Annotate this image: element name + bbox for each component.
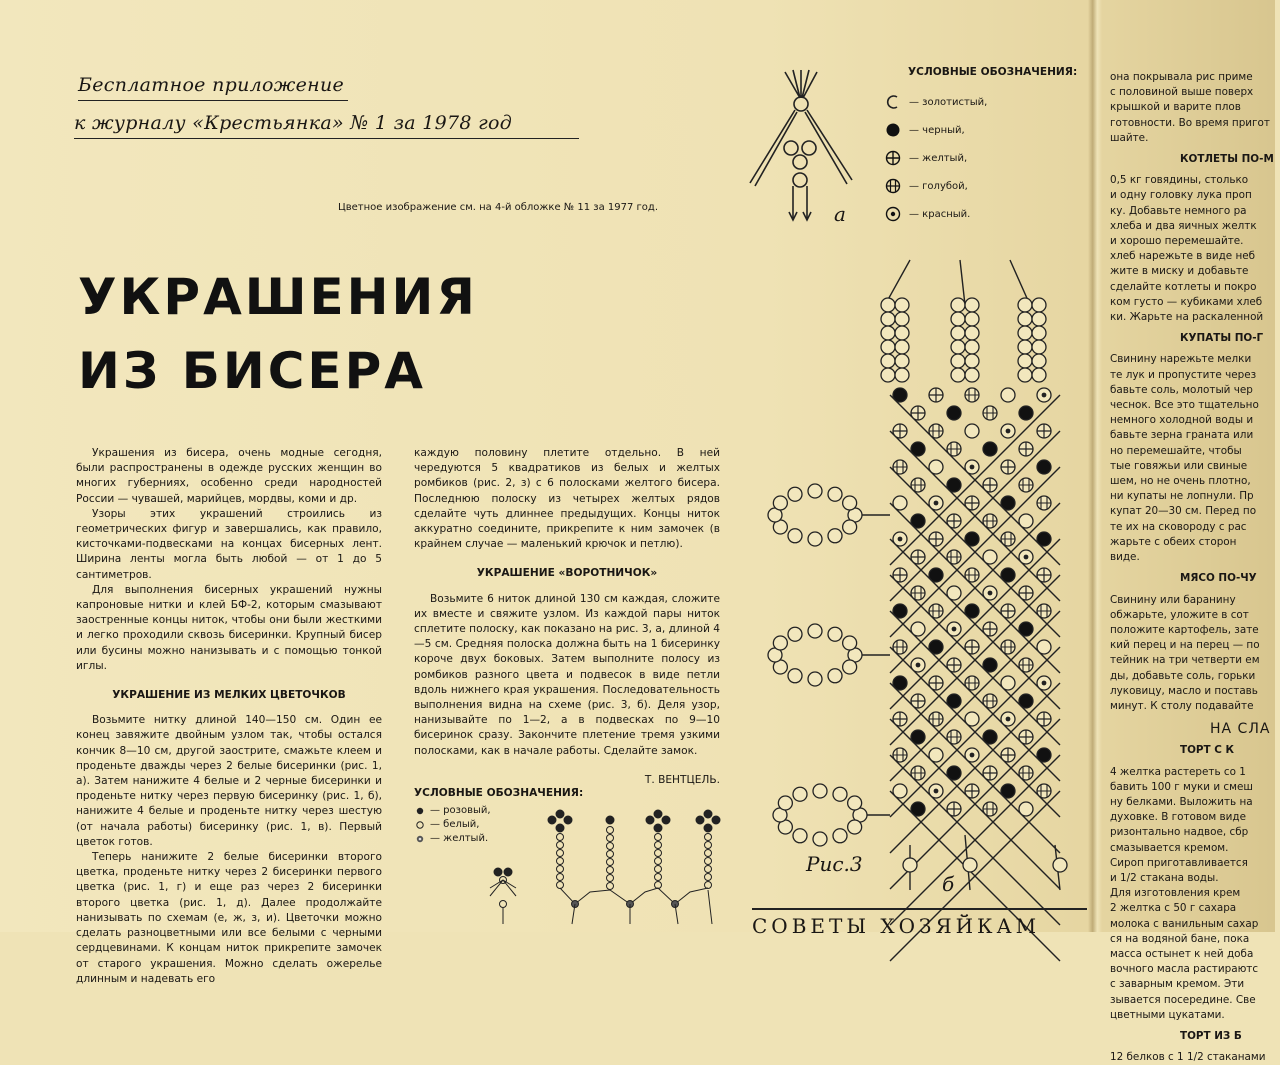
- bead: [1001, 712, 1015, 726]
- bead: [893, 676, 907, 690]
- recipe-text-line: виде.: [1110, 551, 1140, 564]
- bead: [911, 766, 925, 780]
- bead: [895, 298, 909, 312]
- legend-label: — красный.: [909, 208, 971, 220]
- bead: [893, 748, 907, 762]
- bead: [828, 669, 842, 683]
- paragraph: Узоры этих украшений строились из геометрических фигур и завершались, как правило, кисточками-подвесками на концах бисерных лент. Ширина ленты могла быть любой — от 1 до 5 сантиметров.: [76, 507, 382, 581]
- bead: [848, 820, 862, 834]
- bead: [929, 424, 943, 438]
- bead: [947, 550, 961, 564]
- bead: [1037, 388, 1051, 402]
- bead: [1032, 354, 1046, 368]
- bead: [983, 514, 997, 528]
- color-note: Цветное изображение см. на 4-й обложке № 11 за 1977 год.: [338, 202, 658, 213]
- bead: [808, 672, 822, 686]
- bead: [788, 627, 802, 641]
- bead: [1018, 298, 1032, 312]
- title-line-2: ИЗ БИСЕРА: [78, 342, 426, 400]
- recipe-text-line: хлеб нарежьте в виде неб: [1110, 250, 1256, 263]
- bead: [1001, 640, 1015, 654]
- bead: [983, 442, 997, 456]
- bead: [983, 550, 997, 564]
- bead: [808, 624, 822, 638]
- gold-bead-icon: [883, 93, 903, 111]
- bead: [1019, 622, 1033, 636]
- recipe-text-line: сделайте котлеты и покро: [1110, 280, 1257, 293]
- bead: [965, 326, 979, 340]
- bead: [911, 478, 925, 492]
- recipe-text-line: кий перец и на перец — по: [1110, 639, 1260, 652]
- figure-label-b: б: [942, 872, 955, 896]
- recipe-text-line: 2 желтка с 50 г сахара: [1110, 902, 1237, 915]
- legend-large: [883, 66, 1077, 228]
- bead: [947, 730, 961, 744]
- bead: [893, 568, 907, 582]
- section-heading: УКРАШЕНИЕ «ВОРОТНИЧОК»: [476, 567, 658, 580]
- recipe-heading: МЯСО ПО-ЧУ: [1180, 572, 1257, 585]
- bead: [1037, 712, 1051, 726]
- legend-item: [883, 116, 1077, 144]
- recipe-text-line: 4 желтка растереть со 1: [1110, 765, 1246, 778]
- bead: [965, 340, 979, 354]
- bead: [947, 586, 961, 600]
- recipe-text-line: шайте.: [1110, 131, 1149, 144]
- recipe-text-line: она покрывала рис приме: [1110, 71, 1253, 83]
- article-column-b: [414, 446, 720, 788]
- recipe-text-line: Свинину нарежьте мелки: [1110, 353, 1252, 366]
- recipe-text-line: ни купаты не лопнули. Пр: [1110, 490, 1254, 503]
- bead: [951, 354, 965, 368]
- bead: [929, 748, 943, 762]
- author-signature: Т. ВЕНТЦЕЛЬ.: [644, 773, 720, 786]
- paragraph: Для выполнения бисерных украшений нужны капроновые нитки и клей БФ-2, которым смазывают заостренные концы ниток, чтобы они были жесткими и легко проходили сквозь бисеринки. Крупный бисер или бусины можно нанизывать и с помощью тонкой иглы.: [76, 583, 382, 672]
- bead: [965, 388, 979, 402]
- bead: [1037, 568, 1051, 582]
- recipe-text-line: духовке. В готовом виде: [1110, 811, 1246, 824]
- bead: [788, 669, 802, 683]
- bead: [947, 514, 961, 528]
- bead: [911, 694, 925, 708]
- recipe-text-line: цветными цукатами.: [1110, 1008, 1225, 1021]
- legend-label: — розовый,: [430, 805, 491, 816]
- bead: [965, 604, 979, 618]
- white-bead-icon: [414, 820, 426, 830]
- recipe-text-line: ся на водяной бане, пока: [1110, 932, 1250, 945]
- bead: [983, 406, 997, 420]
- bead: [911, 442, 925, 456]
- bead: [965, 640, 979, 654]
- bead: [929, 640, 943, 654]
- recipe-text-line: минут. К столу подавайте: [1110, 699, 1254, 712]
- recipe-text-line: и 1/2 стакана воды.: [1110, 871, 1219, 884]
- recipe-text-line: чеснок. Все это тщательно: [1110, 399, 1259, 412]
- bead: [881, 354, 895, 368]
- recipes-column: [1110, 70, 1280, 1065]
- bead: [808, 532, 822, 546]
- bead: [951, 368, 965, 382]
- red-bead-icon: [883, 205, 903, 223]
- recipe-text-line: ризонтально надвое, сбр: [1110, 826, 1249, 839]
- bead: [951, 312, 965, 326]
- yellow-bead-icon: [414, 834, 426, 844]
- bead: [893, 424, 907, 438]
- bead: [965, 532, 979, 546]
- bead: [1001, 604, 1015, 618]
- recipe-text-line: Сироп приготавливается: [1110, 856, 1248, 869]
- bead: [893, 496, 907, 510]
- recipe-heading: ТОРТ ИЗ Б: [1180, 1029, 1242, 1042]
- paragraph: Возьмите 6 ниток длиной 130 см каждая, сложите их вместе и свяжите узлом. Из каждой пары ниток сплетите полоску, как показано на рис. 3, а, длиной 4—5 см. Средняя полоска должна быть на 1 бисеринку короче двух боковых. Затем выполните полосу из ромбиков разного цвета и подвесок в виде петли вдоль нижнего края украшения. Последовательность выполнения видна на схеме (рис. 3, б). Деля узор, нанизывайте по 1—2, а в подвесках по 9—10 бисеринок сразу. Закончите плетение тремя узкими полосками, как в начале работы. Сделайте замок.: [414, 592, 720, 757]
- bead: [1037, 640, 1051, 654]
- recipe-text-line: 12 белков с 1 1/2 стаканами: [1110, 1051, 1266, 1064]
- bead: [1032, 340, 1046, 354]
- legend-label: — желтый,: [909, 152, 968, 164]
- recipe-text-line: 0,5 кг говядины, столько: [1110, 174, 1249, 187]
- bead: [911, 514, 925, 528]
- bead: [1001, 784, 1015, 798]
- bead: [813, 832, 827, 846]
- legend-heading: УСЛОВНЫЕ ОБОЗНАЧЕНИЯ:: [908, 66, 1078, 78]
- bead: [983, 766, 997, 780]
- bead: [843, 496, 857, 510]
- bead: [911, 658, 925, 672]
- bead: [1037, 604, 1051, 618]
- recipe-text-line: молока с ванильным сахар: [1110, 917, 1259, 930]
- paragraph: каждую половину плетите отдельно. В ней чередуются 5 квадратиков из белых и желтых ромбиков (рис. 2, з) с 6 полосками желтого бисера. Последнюю полоску из четырех желтых рядов сделайте чуть длиннее предыдущих. Концы ниток аккуратно соедините, прикрепите к ним замочек (в крайнем случае — маленький крючок и петлю).: [414, 447, 720, 551]
- bead: [911, 586, 925, 600]
- yellow-bead-icon: [883, 149, 903, 167]
- recipe-text-line: смазывается кремом.: [1110, 841, 1229, 854]
- bead: [1032, 326, 1046, 340]
- recipe-text-block: [1110, 70, 1280, 146]
- figure-caption: Рис.3: [806, 852, 863, 876]
- bead: [983, 730, 997, 744]
- legend-label: — черный,: [909, 124, 965, 136]
- bead: [1032, 368, 1046, 382]
- bead: [1001, 388, 1015, 402]
- bead: [911, 406, 925, 420]
- bead: [983, 478, 997, 492]
- bead: [965, 424, 979, 438]
- legend-label: — желтый.: [430, 833, 489, 844]
- recipe-text-line: ну белками. Выложить на: [1110, 795, 1253, 808]
- bead: [965, 496, 979, 510]
- bead: [893, 388, 907, 402]
- bead: [893, 784, 907, 798]
- recipe-text-line: Для изготовления крем: [1110, 887, 1241, 900]
- recipe-text-line: и одну головку лука проп: [1110, 189, 1252, 202]
- bead: [963, 858, 977, 872]
- bead: [951, 326, 965, 340]
- recipe-text-line: бавьте соль, молотый чер: [1110, 383, 1253, 396]
- recipe-text-line: тейник на три четверти ем: [1110, 654, 1260, 667]
- bead: [808, 484, 822, 498]
- bead: [1037, 496, 1051, 510]
- legend-heading: УСЛОВНЫЕ ОБОЗНАЧЕНИЯ:: [414, 787, 584, 799]
- bead: [911, 730, 925, 744]
- bead: [793, 829, 807, 843]
- pink-bead-icon: [414, 806, 426, 816]
- bead: [893, 712, 907, 726]
- paragraph: Украшения из бисера, очень модные сегодня, были распространены в одежде русских женщин во многих губерниях, особенно среди народностей России — чувашей, марийцев, мордвы, коми и др.: [76, 447, 382, 505]
- legend-item: [883, 88, 1077, 116]
- recipe-text-line: масса остынет к ней доба: [1110, 947, 1254, 960]
- bead: [773, 636, 787, 650]
- bead: [947, 766, 961, 780]
- recipe-text-line: ды, добавьте соль, горьки: [1110, 669, 1256, 682]
- bead: [1001, 496, 1015, 510]
- bead: [929, 712, 943, 726]
- recipe-text-line: ком густо — кубиками хлеб: [1110, 295, 1263, 308]
- recipe-text-block: [1110, 1050, 1280, 1065]
- title-line-1: УКРАШЕНИЯ: [78, 268, 478, 326]
- bead: [788, 529, 802, 543]
- bead: [965, 460, 979, 474]
- recipe-text-line: готовности. Во время пригот: [1110, 116, 1270, 129]
- recipe-text-line: крышкой и варите плов: [1110, 101, 1241, 114]
- recipe-text-line: с половиной выше поверх: [1110, 86, 1254, 99]
- legend-item: [883, 144, 1077, 172]
- recipe-text-line: бавьте зерна граната или: [1110, 429, 1254, 442]
- bead: [965, 298, 979, 312]
- bead: [965, 568, 979, 582]
- bead: [833, 829, 847, 843]
- bead: [1018, 326, 1032, 340]
- bead: [1001, 568, 1015, 582]
- bead: [1001, 424, 1015, 438]
- figure-3b-diagram: [760, 255, 1090, 900]
- bead: [911, 550, 925, 564]
- bead: [929, 388, 943, 402]
- bead: [828, 529, 842, 543]
- bead: [895, 340, 909, 354]
- bead: [1018, 368, 1032, 382]
- bead: [893, 604, 907, 618]
- paragraph: Возьмите нитку длиной 140—150 см. Один ее конец завяжите двойным узлом так, чтобы остался кончик 8—10 см, другой заострите, смажьте клеем и проденьте дважды через 2 белые бисеринки (рис. 1, а). Затем нанижите 4 белые и 2 черные бисеринки и проденьте нитку через первую бисеринку (рис. 1, б), нанижите 4 белые и проденьте нитку через шестую (от начала работы) бисеринку (рис. 1, в). Первый цветок готов.: [76, 714, 382, 848]
- footer-heading: СОВЕТЫ ХОЗЯЙКАМ: [752, 908, 1087, 938]
- black-bead-icon: [883, 121, 903, 139]
- figure-label-a: а: [834, 202, 846, 226]
- bead: [947, 658, 961, 672]
- bead: [893, 532, 907, 546]
- bead: [983, 694, 997, 708]
- bead: [1019, 802, 1033, 816]
- bead: [1019, 694, 1033, 708]
- bead: [1037, 424, 1051, 438]
- bead: [1037, 784, 1051, 798]
- recipe-text-line: жите в миску и добавьте: [1110, 265, 1249, 278]
- bead: [947, 406, 961, 420]
- bead: [965, 712, 979, 726]
- bead: [1018, 312, 1032, 326]
- bead: [1037, 460, 1051, 474]
- recipe-heading: ТОРТ С К: [1180, 744, 1234, 757]
- bead: [788, 487, 802, 501]
- bead: [1019, 478, 1033, 492]
- bead: [895, 354, 909, 368]
- recipe-text-line: немного холодной воды и: [1110, 414, 1254, 427]
- bead: [911, 622, 925, 636]
- bead: [1001, 748, 1015, 762]
- recipe-text-line: те их на сковороду с рас: [1110, 520, 1247, 533]
- bead: [1018, 340, 1032, 354]
- supplement-line-2: к журналу «Крестьянка» № 1 за 1978 год: [74, 112, 579, 139]
- bead: [1037, 676, 1051, 690]
- bead: [903, 858, 917, 872]
- bead: [1037, 748, 1051, 762]
- bead: [833, 787, 847, 801]
- bead: [828, 627, 842, 641]
- bead: [911, 802, 925, 816]
- bead: [947, 694, 961, 708]
- bead: [1018, 354, 1032, 368]
- recipe-text-block: [1110, 765, 1280, 1023]
- bead: [965, 784, 979, 798]
- bead: [983, 586, 997, 600]
- recipe-text-block: [1110, 173, 1280, 325]
- bead: [929, 460, 943, 474]
- bead: [1019, 586, 1033, 600]
- bead: [947, 478, 961, 492]
- bead: [947, 442, 961, 456]
- bead: [929, 784, 943, 798]
- bead: [881, 326, 895, 340]
- paragraph: Теперь нанижите 2 белые бисеринки второго цветка, проденьте нитку через 2 бисеринки первого цветка (рис. 1, г) и еще раз через 2 бисеринки второго цветка (рис. 1, д). Далее продолжайте нанизывать по схемам (е, ж, з, и). Цветочки можно сделать разноцветными или все белыми с черными сердцевинами. К концам ниток прикрепите замочек от старого украшения. Можно сделать ожерелье длинным и надевать его: [76, 851, 382, 985]
- bead: [983, 622, 997, 636]
- bead: [1019, 658, 1033, 672]
- bead: [947, 622, 961, 636]
- bead: [929, 496, 943, 510]
- bead: [1001, 676, 1015, 690]
- bead: [778, 796, 792, 810]
- bead: [951, 340, 965, 354]
- bead-scheme-small: [480, 800, 750, 932]
- bead: [813, 784, 827, 798]
- legend-label: — белый,: [430, 819, 480, 830]
- recipe-text-line: луковицу, масло и поставь: [1110, 684, 1258, 697]
- bead: [965, 748, 979, 762]
- recipe-text-line: зывается посередине. Све: [1110, 993, 1256, 1006]
- bead: [1032, 312, 1046, 326]
- bead: [793, 787, 807, 801]
- article-column-a: [76, 446, 382, 987]
- bead: [881, 312, 895, 326]
- bead: [881, 298, 895, 312]
- recipe-text-line: ки. Жарьте на раскаленной: [1110, 311, 1264, 324]
- section-heading: НА СЛА: [1210, 721, 1271, 738]
- recipe-text-line: Свинину или баранину: [1110, 593, 1236, 606]
- bead: [1019, 730, 1033, 744]
- bead: [828, 487, 842, 501]
- bead: [929, 676, 943, 690]
- recipe-text-line: положите картофель, зате: [1110, 623, 1259, 636]
- recipe-text-line: жарьте с обеих сторон: [1110, 535, 1237, 548]
- bead: [843, 520, 857, 534]
- bead: [983, 658, 997, 672]
- recipe-text-line: с заварным кремом. Эти: [1110, 978, 1245, 991]
- bead: [1037, 532, 1051, 546]
- bead: [947, 802, 961, 816]
- bead: [881, 368, 895, 382]
- bead: [965, 312, 979, 326]
- bead: [1019, 550, 1033, 564]
- recipe-text-line: купат 20—30 см. Перед по: [1110, 505, 1257, 518]
- recipe-text-line: и хорошо перемешайте.: [1110, 235, 1244, 248]
- legend-item: [883, 200, 1077, 228]
- bead: [1019, 766, 1033, 780]
- section-heading: УКРАШЕНИЕ ИЗ МЕЛКИХ ЦВЕТОЧКОВ: [112, 689, 346, 702]
- bead: [848, 796, 862, 810]
- bead: [895, 368, 909, 382]
- recipe-text-line: хлеба и два яичных желтк: [1110, 219, 1257, 232]
- bead: [1019, 442, 1033, 456]
- recipe-text-line: вочного масла растираютс: [1110, 963, 1259, 976]
- recipe-text-block: [1110, 352, 1280, 565]
- recipe-text-line: бавить 100 г муки и смеш: [1110, 780, 1253, 793]
- bead: [1019, 514, 1033, 528]
- recipe-text-block: [1110, 593, 1280, 715]
- bead: [893, 460, 907, 474]
- bead: [929, 568, 943, 582]
- bead: [1032, 298, 1046, 312]
- page-fold: [1088, 0, 1102, 932]
- legend-label: — золотистый,: [909, 96, 988, 108]
- legend-label: — голубой,: [909, 180, 968, 192]
- bead: [1001, 532, 1015, 546]
- bead: [929, 604, 943, 618]
- legend-item: [883, 172, 1077, 200]
- bead: [951, 298, 965, 312]
- recipe-text-line: тые говяжьи или свиные: [1110, 459, 1248, 472]
- recipe-text-line: но перемешайте, чтобы: [1110, 444, 1242, 457]
- recipe-heading: КУПАТЫ ПО-Г: [1180, 332, 1264, 345]
- recipe-heading: КОТЛЕТЫ ПО-М: [1180, 153, 1274, 166]
- bead: [983, 802, 997, 816]
- bead: [893, 640, 907, 654]
- bead: [843, 660, 857, 674]
- supplement-line-1: Бесплатное приложение: [78, 74, 348, 101]
- bead: [965, 676, 979, 690]
- recipe-text-line: обжарьте, уложите в сот: [1110, 608, 1249, 621]
- recipe-text-line: ку. Добавьте немного ра: [1110, 204, 1247, 217]
- recipe-text-line: те лук и пропустите через: [1110, 368, 1257, 381]
- bead: [965, 354, 979, 368]
- bead: [929, 532, 943, 546]
- bead: [881, 340, 895, 354]
- bead: [773, 496, 787, 510]
- blue-bead-icon: [883, 177, 903, 195]
- bead: [965, 368, 979, 382]
- bead: [895, 326, 909, 340]
- bead: [1019, 406, 1033, 420]
- recipe-text-line: шем, но не очень плотно,: [1110, 475, 1251, 488]
- bead: [895, 312, 909, 326]
- bead: [843, 636, 857, 650]
- bead: [1001, 460, 1015, 474]
- bead: [1053, 858, 1067, 872]
